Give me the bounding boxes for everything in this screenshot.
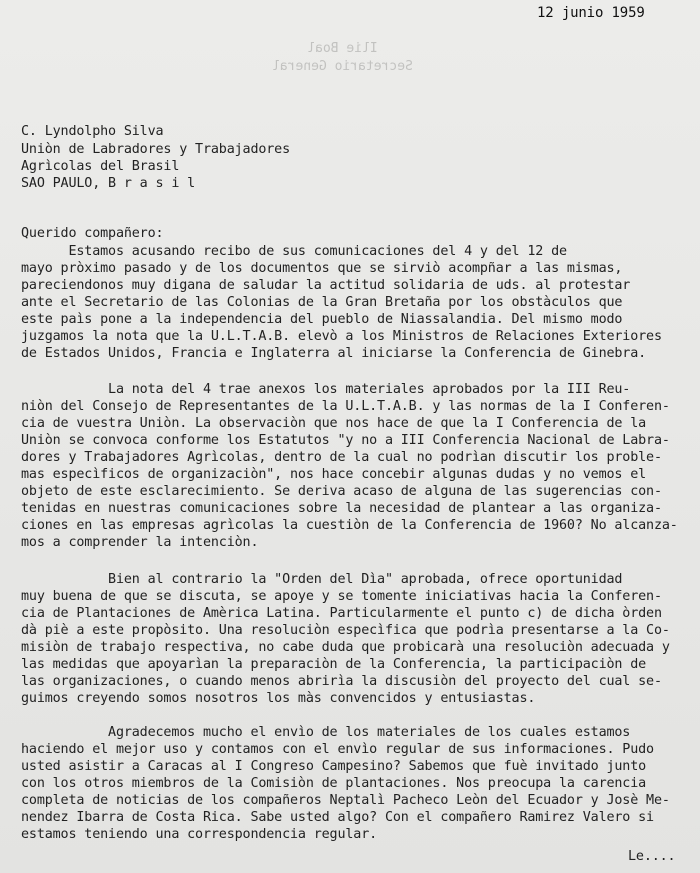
text-line: dà piè a este propòsito. Una resoluciòn especìfica que podrìa presentarse a la Co-	[21, 623, 670, 638]
address-line: Uniòn de Labradores y Trabajadores	[21, 142, 291, 157]
continuation-mark: Le....	[628, 849, 676, 864]
text-line: usted asistir a Caracas al I Congreso Campesino? Sabemos que fuè invitado junto	[21, 759, 647, 774]
text-line: tenidas en nuestras comunicaciones sobre la necesidad de plantear a las organiza-	[21, 501, 662, 516]
text-line: niòn del Consejo de Representantes de la U.L.T.A.B. y las normas de la I Conferen-	[21, 399, 670, 414]
text-line: completa de noticias de los compañeros Neptalì Pacheco Leòn del Ecuador y Josè Me-	[21, 793, 670, 808]
text-line: mas especìficos de organizaciòn", nos hace concebir algunas dudas y no vemos el	[21, 467, 647, 482]
text-line: las organizaciones, o cuando menos abrirìa la discusiòn del proyecto del cual se-	[21, 674, 662, 689]
text-line: pareciendonos muy digana de saludar la actitud solidaria de uds. al protestar	[21, 278, 631, 293]
text-line: con los otros miembros de la Comisiòn de plantaciones. Nos preocupa la carencia	[21, 776, 647, 791]
bleed-through-signature	[272, 40, 413, 76]
text-line: guimos creyendo somos nosotros los màs convencidos y entusiastas.	[21, 691, 536, 706]
text-line: mayo pròximo pasado y de los documentos que se sirviò acompñar a las mismas,	[21, 261, 623, 276]
text-line: cia de vuestra Uniòn. La observaciòn que nos hace de que la I Conferencia de la	[21, 416, 647, 431]
address-line: Agrìcolas del Brasil	[21, 159, 180, 174]
text-line: mos a comprender la intenciòn.	[21, 535, 259, 550]
address-line: SAO PAULO, B r a s i l	[21, 176, 196, 191]
text-line: juzgamos la nota que la U.L.T.A.B. elevò a los Ministros de Relaciones Exteriores	[21, 329, 662, 344]
text-line: objeto de este esclarecimiento. Se deriva acaso de alguna de las sugerencias con-	[21, 484, 662, 499]
text-line: Uniòn se convoca conforme los Estatutos "y no a III Conferencia Nacional de Labra-	[21, 433, 670, 448]
address-line: C. Lyndolpho Silva	[21, 124, 164, 139]
text-line: Bien al contrario la "Orden del Dìa" aprobada, ofrece oportunidad	[21, 572, 623, 587]
text-line: misiòn de trabajo respectiva, no cabe duda que probicarà una resoluciòn adecuada y	[21, 640, 670, 655]
text-line: las medidas que apoyarìan la preparaciòn de la Conferencia, la participaciòn de	[21, 657, 647, 672]
text-line: de Estados Unidos, Francia e Inglaterra al iniciarse la Conferencia de Ginebra.	[21, 346, 647, 361]
text-line: Agradecemos mucho el envìo de los materiales de los cuales estamos	[21, 725, 631, 740]
salutation: Querido compañero:	[21, 226, 164, 241]
text-line: Estamos acusando recibo de sus comunicaciones del 4 y del 12 de	[21, 244, 567, 259]
bleed-through-name: Ilie Boal	[307, 41, 378, 56]
text-line: ante el Secretario de las Colonias de la Gran Bretaña por los obstàculos que	[21, 295, 623, 310]
letter-date: 12 junio 1959	[537, 5, 645, 21]
text-line: cia de Plantaciones de Amèrica Latina. Particularmente el punto c) de dicha òrden	[21, 606, 662, 621]
text-line: muy buena de que se discuta, se apoye y se tomente iniciativas hacia la Conferen-	[21, 589, 662, 604]
bleed-through-title: Secretario General	[272, 59, 413, 74]
text-line: este paìs pone a la independencia del pueblo de Niassalandia. Del mismo modo	[21, 312, 623, 327]
text-line: haciendo el mejor uso y contamos con el envìo regular de sus informaciones. Pudo	[21, 742, 654, 757]
text-line: ciones en las empresas agrìcolas la cuestiòn de la Conferencia de 1960? No alcanza-	[21, 518, 678, 533]
text-line: La nota del 4 trae anexos los materiales aprobados por la III Reu-	[21, 382, 631, 397]
text-line: nendez Ibarra de Costa Rica. Sabe usted algo? Con el compañero Ramirez Valero si	[21, 810, 654, 825]
text-line: estamos teniendo una correspondencia regular.	[21, 827, 378, 842]
text-line: dores y Trabajadores Agrìcolas, dentro de la cual no podrìan discutir los proble-	[21, 450, 662, 465]
